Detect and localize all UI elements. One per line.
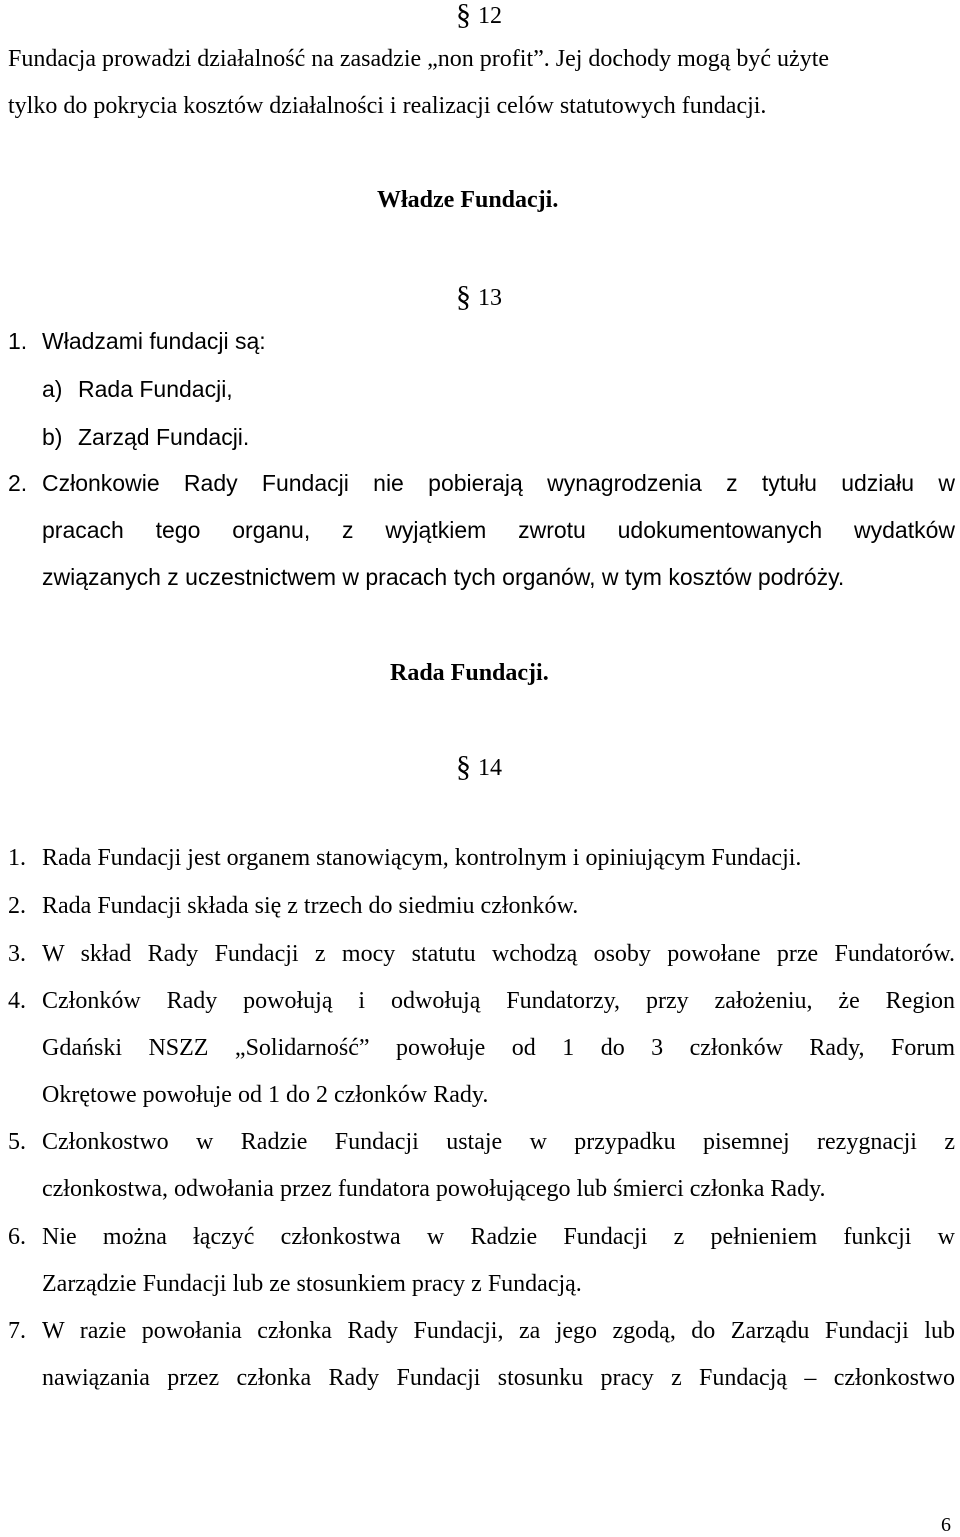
section-12-sign: §	[456, 0, 471, 31]
section-13-item-2-number: 2.	[8, 470, 28, 496]
section-13-sign: §	[456, 280, 471, 313]
section-14-item-6-line-1: Nie można łączyć członkostwa w Radzie Fundacji z pełnieniem funkcji w	[42, 1224, 955, 1250]
section-13-item-1b-label: b)	[42, 424, 63, 450]
section-14-item-1-number: 1.	[8, 845, 26, 871]
section-13-item-1-text: Władzami fundacji są:	[42, 328, 266, 354]
section-12-line-1: Fundacja prowadzi działalność na zasadzie „non profit”. Jej dochody mogą być użyte	[8, 46, 830, 72]
section-12-number: 12	[478, 3, 502, 29]
section-14-item-3-number: 3.	[8, 941, 26, 967]
section-14-item-6-line-2: Zarządzie Fundacji lub ze stosunkiem pracy z Fundacją.	[42, 1271, 582, 1297]
section-13-item-2-line-3: związanych z uczestnictwem w pracach tych organów, w tym kosztów podróży.	[42, 564, 845, 590]
section-14-item-5-line-2: członkostwa, odwołania przez fundatora powołującego lub śmierci członka Rady.	[42, 1176, 826, 1202]
section-13-number: 13	[478, 285, 502, 311]
section-14-item-1-line-1: Rada Fundacji jest organem stanowiącym, kontrolnym i opiniującym Fundacji.	[42, 845, 802, 871]
page-number: 6	[941, 1514, 951, 1536]
section-13-item-1a-label: a)	[42, 376, 63, 402]
section-14-sign: §	[456, 750, 471, 783]
section-14-item-4-number: 4.	[8, 988, 26, 1014]
section-14-item-2-line-1: Rada Fundacji składa się z trzech do siedmiu członków.	[42, 893, 579, 919]
section-14-item-3-line-1: W skład Rady Fundacji z mocy statutu wchodzą osoby powołane prze Fundatorów.	[42, 941, 955, 967]
section-14-item-5-number: 5.	[8, 1129, 26, 1155]
heading-rada-fundacji: Rada Fundacji.	[390, 660, 549, 686]
section-14-number: 14	[478, 755, 502, 781]
section-13-item-1b-text: Zarząd Fundacji.	[78, 424, 250, 450]
section-13-item-1a-text: Rada Fundacji,	[78, 376, 233, 402]
section-13-item-2-line-2: pracach tego organu, z wyjątkiem zwrotu udokumentowanych wydatków	[42, 517, 955, 543]
section-14-item-2-number: 2.	[8, 893, 26, 919]
heading-wladze-fundacji: Władze Fundacji.	[377, 187, 559, 213]
section-14-item-4-line-1: Członków Rady powołują i odwołują Fundatorzy, przy założeniu, że Region	[42, 988, 955, 1014]
section-14-item-7-line-1: W razie powołania członka Rady Fundacji, za jego zgodą, do Zarządu Fundacji lub	[42, 1318, 955, 1344]
section-13-item-2-line-1: Członkowie Rady Fundacji nie pobierają wynagrodzenia z tytułu udziału w	[42, 470, 955, 496]
section-14-item-7-line-2: nawiązania przez członka Rady Fundacji stosunku pracy z Fundacją – członkostwo	[42, 1365, 955, 1391]
section-13-item-1-number: 1.	[8, 328, 28, 354]
section-14-item-4-line-2: Gdański NSZZ „Solidarność” powołuje od 1 do 3 członków Rady, Forum	[42, 1035, 955, 1061]
section-14-item-7-number: 7.	[8, 1318, 26, 1344]
section-14-item-5-line-1: Członkostwo w Radzie Fundacji ustaje w przypadku pisemnej rezygnacji z	[42, 1129, 955, 1155]
section-14-item-4-line-3: Okrętowe powołuje od 1 do 2 członków Rady.	[42, 1082, 489, 1108]
section-14-item-6-number: 6.	[8, 1224, 26, 1250]
section-12-line-2: tylko do pokrycia kosztów działalności i realizacji celów statutowych fundacji.	[8, 93, 767, 119]
